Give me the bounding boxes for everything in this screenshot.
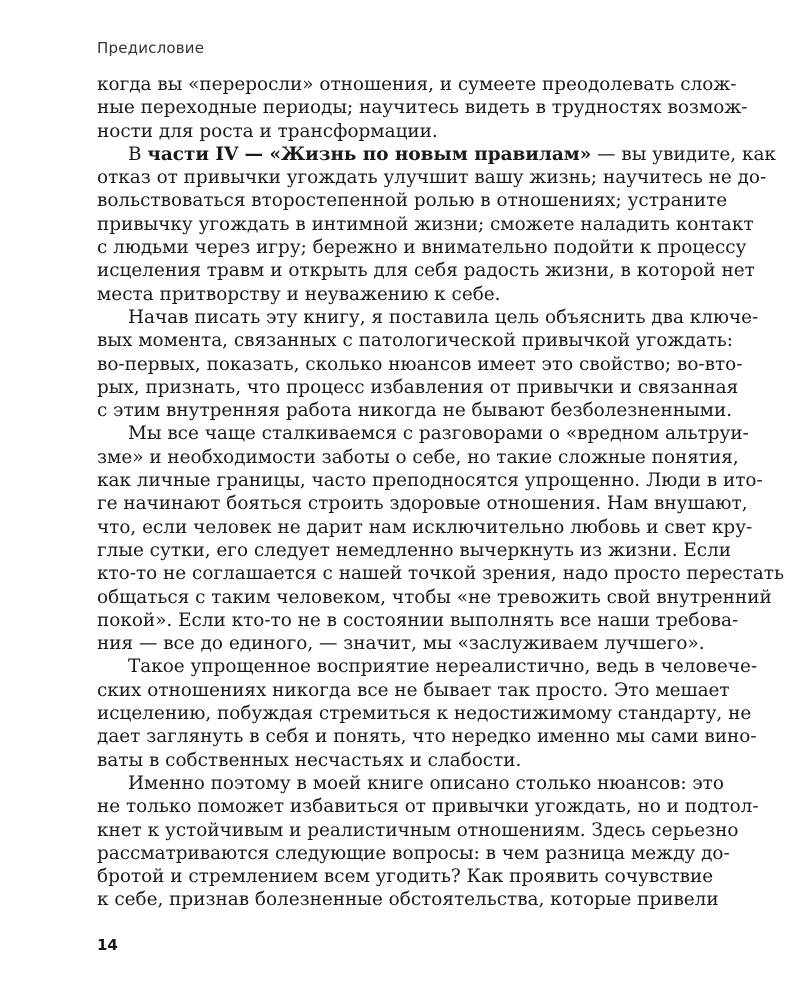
text-line: отказ от привычки угождать улучшит вашу жизнь; научитесь не до- — [97, 167, 767, 189]
text-line: исцелению, побуждая стремиться к недостижимому стандарту, не — [97, 703, 752, 725]
text-line: ваты в собственных несчастьях и слабости. — [97, 749, 522, 771]
text-line: Мы все чаще сталкиваемся с разговорами о «вредном альтруи- — [128, 423, 749, 445]
text-line: когда вы «переросли» отношения, и сумеете преодолевать слож- — [97, 74, 737, 95]
text-line: глые сутки, его следует немедленно вычеркнуть из жизни. Если — [97, 539, 732, 561]
text-span: В — [128, 143, 148, 165]
text-line: с людьми через игру; бережно и внимательно подойти к процессу — [97, 237, 747, 259]
text-line: ности для роста и трансформации. — [97, 120, 438, 142]
text-line: вольствоваться второстепенной ролью в отношениях; устраните — [97, 190, 728, 212]
text-line: с этим внутренняя работа никогда не бывают безболезненными. — [97, 400, 733, 422]
text-line: места притворству и неуважению к себе. — [97, 283, 501, 305]
page-number: 14 — [97, 936, 118, 954]
text-line: ные переходные периоды; научитесь видеть в трудностях возмож- — [97, 97, 748, 119]
text-line: дает заглянуть в себя и понять, что нередко именно мы сами вино- — [97, 726, 757, 748]
text-line: кнет к устойчивым и реалистичным отношениям. Здесь серьезно — [97, 819, 739, 841]
text-line: как личные границы, часто преподносятся упрощенно. Люди в ито- — [97, 470, 763, 492]
text-line: ге начинают бояться строить здоровые отношения. Нам внушают, — [97, 493, 748, 515]
text-line: ских отношениях никогда все не бывает так просто. Это мешает — [97, 679, 730, 701]
text-line: Именно поэтому в моей книге описано столько нюансов: это — [128, 772, 724, 794]
text-line: покой». Если кто-то не в состоянии выполнять все наши требова- — [97, 609, 739, 631]
text-line: Такое упрощенное восприятие нереалистично, ведь в человече- — [128, 656, 758, 678]
text-span: — вы увидите, как — [591, 143, 776, 165]
part-reference: части IV — «Жизнь по новым правилам» — [147, 143, 592, 165]
text-line: рых, признать, что процесс избавления от привычки и связанная — [97, 376, 739, 398]
text-line: Начав писать эту книгу, я поставила цель объяснить два ключе- — [128, 306, 759, 328]
body-text — [97, 73, 784, 912]
text-line: к себе, признав болезненные обстоятельства, которые привели — [97, 889, 719, 911]
text-line — [97, 143, 776, 166]
text-line: зме» и необходимости заботы о себе, но такие сложные понятия, — [97, 446, 739, 468]
running-head: Предисловие — [97, 39, 205, 57]
text-line: во-первых, показать, сколько нюансов имеет это свойство; во-вто- — [97, 353, 743, 375]
text-line: вых момента, связанных с патологической привычкой угождать: — [97, 330, 733, 352]
text-line: кто-то не соглашается с нашей точкой зрения, надо просто перестать — [97, 563, 784, 585]
text-line: бротой и стремлением всем угодить? Как проявить сочувствие — [97, 866, 714, 888]
text-line: не только поможет избавиться от привычки угождать, но и подтол- — [97, 796, 759, 818]
text-line: привычку угождать в интимной жизни; сможете наладить контакт — [97, 213, 754, 235]
text-line: ния — все до единого, — значит, мы «заслуживаем лучшего». — [97, 633, 705, 655]
text-line: общаться с таким человеком, чтобы «не тревожить свой внутренний — [97, 586, 772, 608]
text-line: рассматриваются следующие вопросы: в чем разница между до- — [97, 842, 730, 864]
text-line: что, если человек не дарит нам исключительно любовь и свет кру- — [97, 516, 753, 538]
text-line: исцеления травм и открыть для себя радость жизни, в которой нет — [97, 260, 755, 282]
